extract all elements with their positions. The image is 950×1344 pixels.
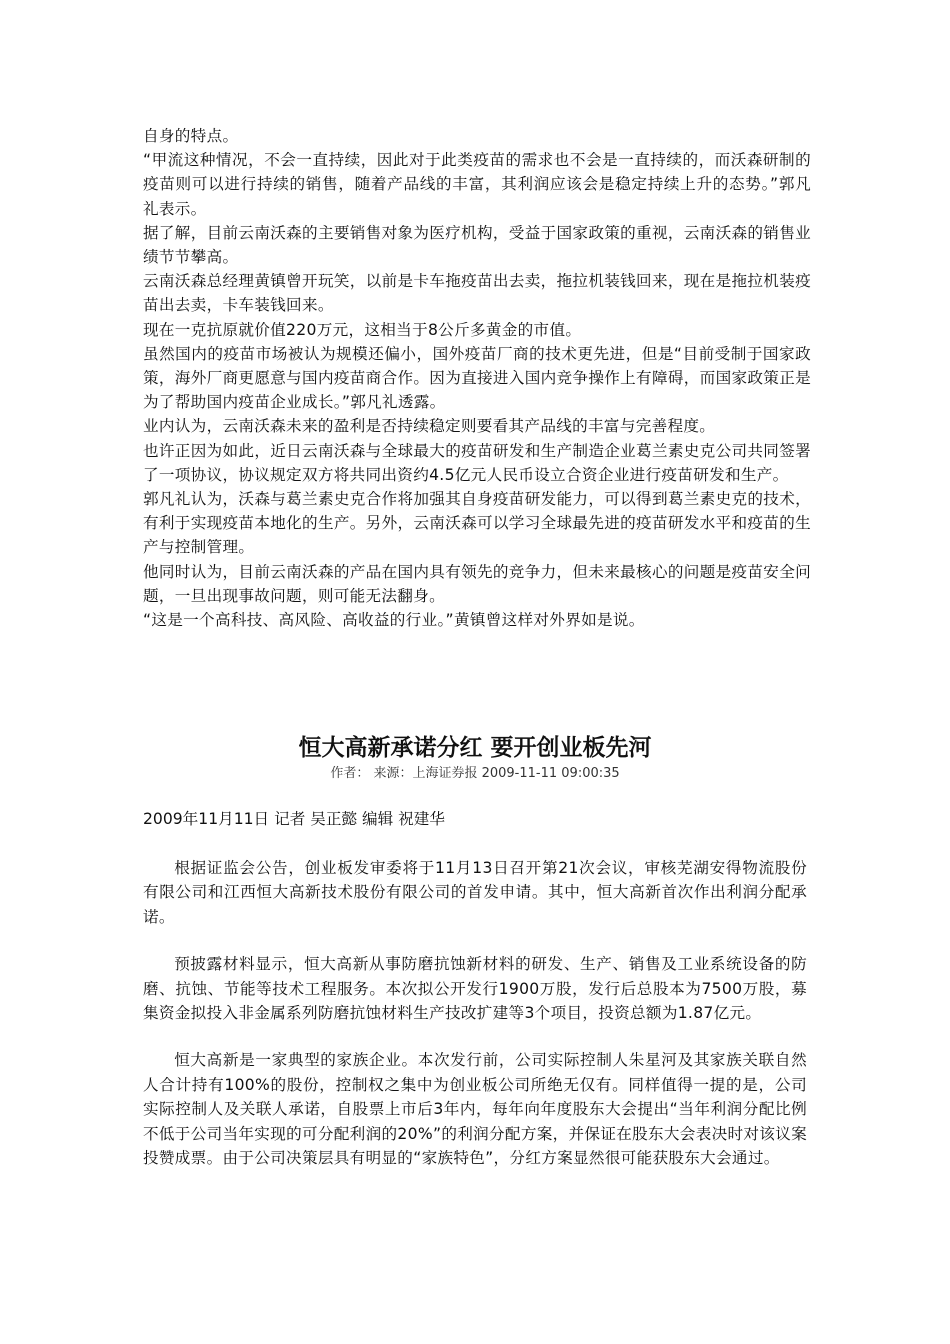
- paragraph: “这是一个高科技、高风险、高收益的行业。”黄镇曾这样对外界如是说。: [143, 611, 645, 630]
- paragraph: “甲流这种情况，不会一直持续，因此对于此类疫苗的需求也不会是一直持续的，而沃森研制的疫苗则可以进行持续的销售，随着产品线的丰富，其利润应该会是稳定持续上升的态势。”郭凡礼表示。: [143, 151, 811, 218]
- paragraph: 据了解，目前云南沃森的主要销售对象为医疗机构，受益于国家政策的重视，云南沃森的销售业绩节节攀高。: [143, 223, 811, 267]
- paragraph: 郭凡礼认为，沃森与葛兰素史克合作将加强其自身疫苗研发能力，可以得到葛兰素史克的技术，有利于实现疫苗本地化的生产。另外，云南沃森可以学习全球最先进的疫苗研发水平和疫苗的生产与控制管理。: [143, 490, 811, 557]
- paragraph: 也许正因为如此，近日云南沃森与全球最大的疫苗研发和生产制造企业葛兰素史克公司共同签署了一项协议，协议规定双方将共同出资约4.5亿元人民币设立合资企业进行疫苗研发和生产。: [143, 441, 811, 484]
- article-body: [143, 856, 807, 1193]
- article-title: 恒大高新承诺分红 要开创业板先河: [298, 735, 652, 761]
- paragraph: 业内认为，云南沃森未来的盈利是否持续稳定则要看其产品线的丰富与完善程度。: [143, 417, 716, 436]
- paragraph: 虽然国内的疫苗市场被认为规模还偏小，国外疫苗厂商的技术更先进，但是“目前受制于国家政策，海外厂商更愿意与国内疫苗商合作。因为直接进入国内竞争操作上有障碍，而国家政策正是为了帮助国内疫苗企业成长。”郭凡礼透露。: [143, 344, 811, 412]
- previous-article-body: [143, 124, 811, 632]
- article-byline: 2009年11月11日 记者 吴正懿 编辑 祝建华: [143, 810, 445, 828]
- paragraph: 自身的特点。: [143, 127, 239, 145]
- paragraph: 预披露材料显示，恒大高新从事防磨抗蚀新材料的研发、生产、销售及工业系统设备的防磨、抗蚀、节能等技术工程服务。本次拟公开发行1900万股，发行后总股本为7500万股，募集资金拟投入非金属系列防磨抗蚀材料生产技改扩建等3个项目，投资总额为1.87亿元。: [143, 955, 807, 1023]
- paragraph: 他同时认为，目前云南沃森的产品在国内具有领先的竞争力，但未来最核心的问题是疫苗安全问题，一旦出现事故问题，则可能无法翻身。: [143, 562, 811, 605]
- paragraph: 云南沃森总经理黄镇曾开玩笑，以前是卡车拖疫苗出去卖，拖拉机装钱回来，现在是拖拉机装疫苗出去卖，卡车装钱回来。: [143, 272, 811, 315]
- article-meta: 作者： 来源：上海证券报 2009-11-11 09:00:35: [330, 766, 620, 781]
- paragraph: 根据证监会公告，创业板发审委将于11月13日召开第21次会议，审核芜湖安得物流股份有限公司和江西恒大高新技术股份有限公司的首发申请。其中，恒大高新首次作出利润分配承诺。: [143, 859, 807, 926]
- paragraph: 现在一克抗原就价值220万元，这相当于8公斤多黄金的市值。: [143, 320, 582, 339]
- paragraph: 恒大高新是一家典型的家族企业。本次发行前，公司实际控制人朱星河及其家族关联自然人合计持有100%的股份，控制权之集中为创业板公司所绝无仅有。同样值得一提的是，公司实际控制人及关联人承诺，自股票上市后3年内，每年向年度股东大会提出“当年利润分配比例不低于公司当年实现的可分配利润的20%”的利润分配方案，并保证在股东大会表决时对该议案投赞成票。由于公司决策层具有明显的“家族特色”，分红方案显然很可能获股东大会通过。: [143, 1051, 807, 1168]
